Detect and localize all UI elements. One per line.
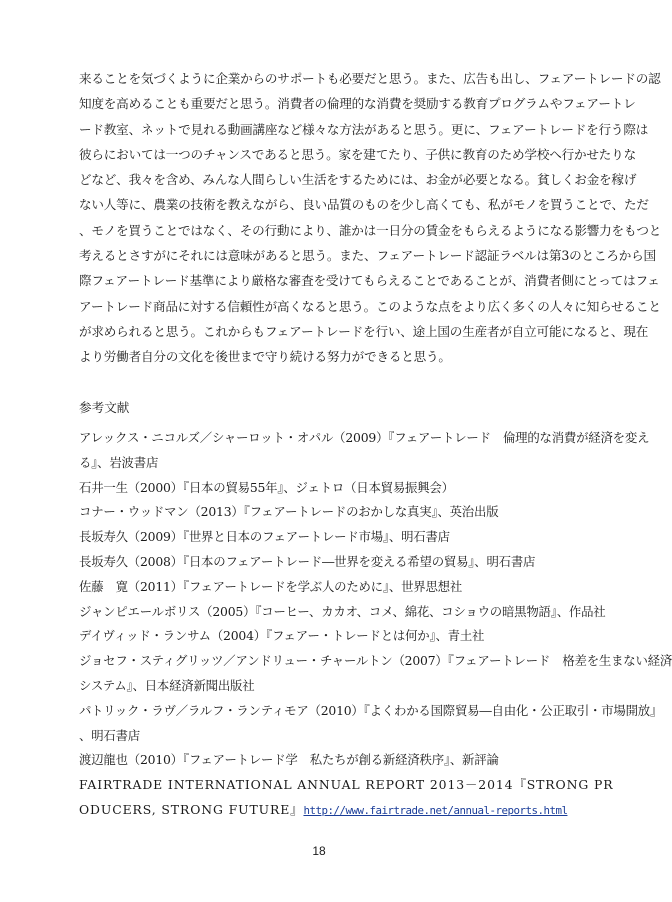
body-line: 知度を高めることも重要だと思う。消費者の倫理的な消費を奨励する教育プログラムやフェアートレ — [79, 96, 636, 112]
reference-line: FAIRTRADE INTERNATIONAL ANNUAL REPORT 2013－2014『STRONG PR — [79, 777, 614, 793]
reference-line: デイヴィッド・ランサム（2004）『フェアー・トレードとは何か』、青土社 — [79, 628, 485, 644]
reference-line: 渡辺龍也（2010）『フェアートレード学 私たちが創る新経済秩序』、新評論 — [79, 752, 499, 768]
body-line: が求められると思う。これからもフェアートレードを行い、途上国の生産者が自立可能になると、現在 — [79, 323, 649, 339]
reference-line: アレックス・ニコルズ／シャーロット・オパル（2009）『フェアートレード 倫理的な消費が経済を変え — [79, 430, 650, 445]
reference-line: る』、岩波書店 — [79, 454, 159, 470]
body-line: ない人等に、農業の技術を教えながら、良い品質のものを少し高くても、私がモノを買うことで、ただ — [79, 197, 649, 213]
reference-line: ジャンピエールボリス（2005）『コーヒー、カカオ、コメ、綿花、コショウの暗黒物語』、作品社 — [79, 603, 606, 619]
reference-line: パトリック・ラヴ／ラルフ・ランティモア（2010）『よくわかる国際貿易―自由化・公正取引・市場開放』 — [79, 702, 663, 718]
body-line: ード教室、ネットで見れる動画講座など様々な方法があると思う。更に、フェアートレードを行う際は — [79, 121, 649, 137]
reference-line-with-link — [79, 798, 569, 823]
body-line: より労働者自分の文化を後世まで守り続ける努力ができると思う。 — [79, 349, 451, 365]
references-list — [79, 426, 672, 823]
reference-line: ジョセフ・スティグリッツ／アンドリュー・チャールトン（2007）『フェアートレード 格差を生まない経済 — [79, 653, 672, 669]
references-heading: 参考文献 — [79, 400, 130, 415]
body-line: アートレード商品に対する信頼性が高くなると思う。このような点をより広く多くの人々に知らせること — [79, 298, 661, 314]
body-line: 彼らにおいては一つのチャンスであると思う。家を建てたり、子供に教育のため学校へ行かせたりな — [79, 146, 636, 162]
reference-line: コナー・ウッドマン（2013）『フェアートレードのおかしな真実』、英治出版 — [79, 504, 499, 520]
reference-line-text: ODUCERS, STRONG FUTURE』 — [79, 801, 304, 817]
reference-line: 長坂寿久（2008）『日本のフェアートレード―世界を変える希望の貿易』、明石書店 — [79, 553, 536, 569]
reference-line: 、明石書店 — [79, 727, 140, 743]
body-line: どなど、我々を含め、みんな人間らしい生活をするためには、お金が必要となる。貧しくお金を稼げ — [79, 172, 637, 188]
body-line: 考えるとさすがにそれには意味があると思う。また、フェアートレード認証ラベルは第3のところから国 — [79, 248, 656, 264]
body-line: 際フェアートレード基準により厳格な審査を受けてもらえることであることが、消費者側にとってはフェ — [79, 273, 660, 289]
body-text — [79, 66, 662, 370]
reference-line: 石井一生（2000）『日本の貿易55年』、ジェトロ（日本貿易振興会） — [79, 479, 454, 495]
annual-report-link[interactable]: http://www.fairtrade.net/annual-reports.html — [303, 803, 568, 817]
page-number: 18 — [312, 844, 326, 858]
reference-line: システム』、日本経済新聞出版社 — [79, 677, 255, 693]
body-line: 、モノを買うことではなく、その行動により、誰かは一日分の賃金をもらえるようになる影響力をもつと — [79, 222, 662, 238]
reference-line: 佐藤 寛（2011）『フェアートレードを学ぶ人のために』、世界思想社 — [79, 578, 463, 594]
body-line: 来ることを気づくように企業からのサポートも必要だと思う。また、広告も出し、フェアートレードの認 — [79, 71, 661, 86]
reference-line: 長坂寿久（2009）『世界と日本のフェアートレード市場』、明石書店 — [79, 529, 450, 545]
